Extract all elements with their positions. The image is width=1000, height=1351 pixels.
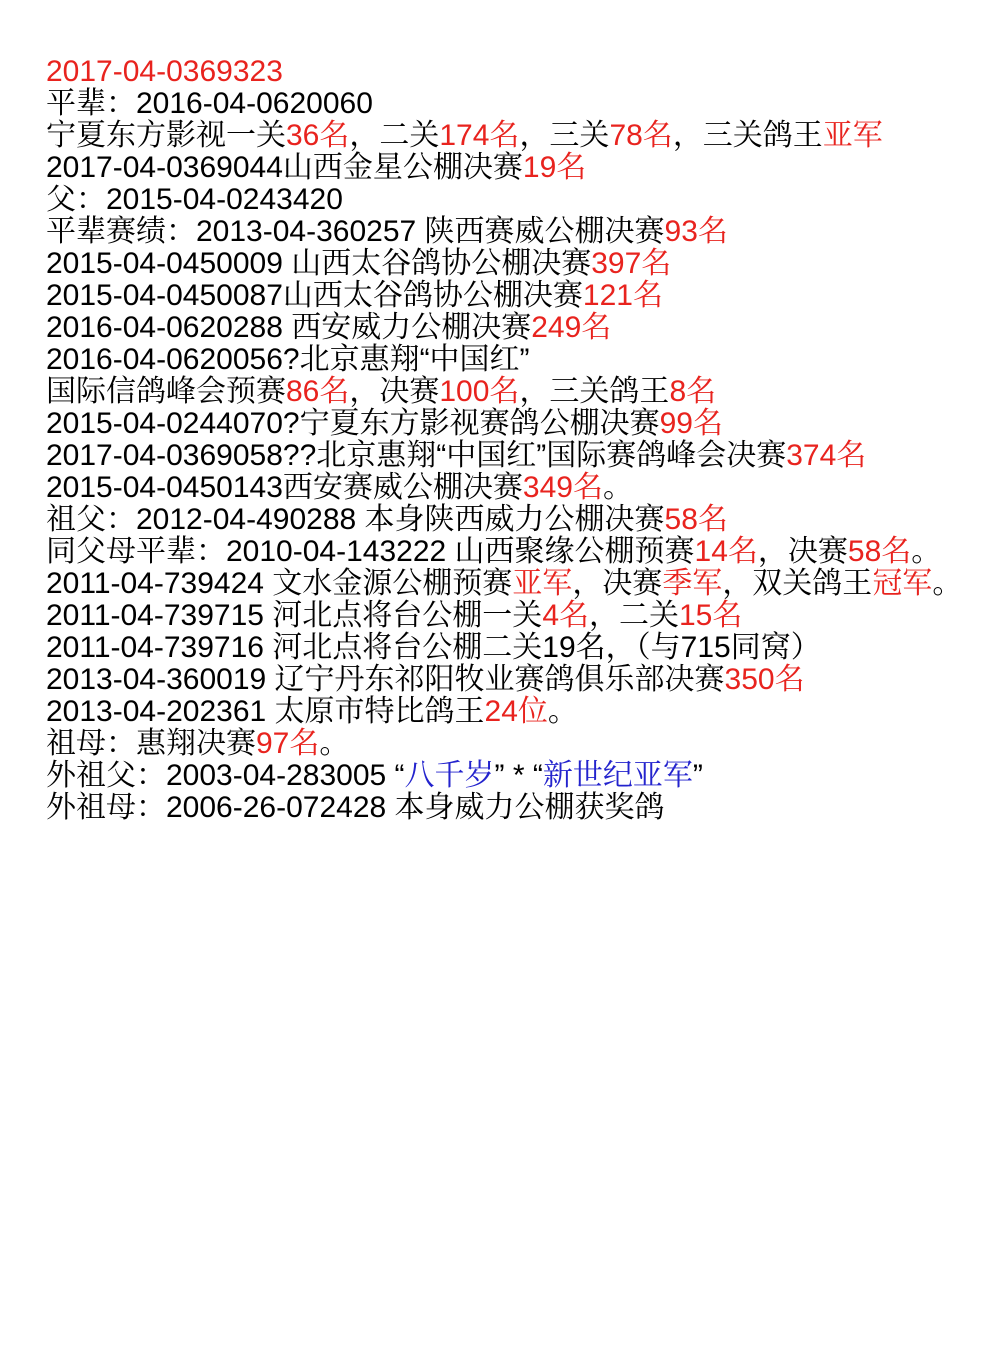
pedigree-line-father-peer-result-4 — [46, 312, 962, 344]
pedigree-line-grandfather-sibling-5 — [46, 664, 962, 696]
text-segment: ，三关鸽王 — [519, 375, 670, 408]
pedigree-line-grandfather-line — [46, 504, 962, 536]
text-segment: 15名 — [679, 599, 743, 632]
pedigree-line-maternal-grandmother-line — [46, 792, 962, 824]
text-segment: ，决赛 — [572, 567, 663, 600]
pedigree-line-grandfather-sibling-3 — [46, 600, 962, 632]
text-segment: 2015-04-0450009 山西太谷鸽协公棚决赛 — [46, 247, 592, 280]
text-segment: ，决赛 — [757, 535, 848, 568]
text-segment: ” — [692, 759, 703, 792]
text-segment: 2015-04-0450087山西太谷鸽协公棚决赛 — [46, 279, 583, 312]
pedigree-line-father-peer-result-1 — [46, 216, 962, 248]
pedigree-line-grandfather-sibling-1 — [46, 536, 962, 568]
text-segment: ，二关 — [349, 119, 440, 152]
pedigree-line-peer-header — [46, 88, 962, 120]
text-segment: 八千岁 — [404, 759, 495, 792]
text-segment: 亚军 — [512, 567, 573, 600]
text-segment: 58名 — [664, 503, 728, 536]
pedigree-line-grandfather-sibling-2 — [46, 568, 962, 600]
text-segment: 。 — [547, 695, 578, 728]
text-segment: 宁夏东方影视一关 — [46, 119, 286, 152]
pedigree-line-grandmother-line — [46, 728, 962, 760]
text-segment: 父：2015-04-0243420 — [46, 183, 343, 216]
pedigree-line-peer-result-2 — [46, 152, 962, 184]
text-segment: ，三关鸽王 — [672, 119, 823, 152]
text-segment: 冠军 — [872, 567, 933, 600]
text-segment: 4名 — [542, 599, 589, 632]
text-segment: 121名 — [582, 279, 663, 312]
text-segment: 249名 — [531, 311, 612, 344]
text-segment: 新世纪亚军 — [542, 759, 693, 792]
text-segment: 8名 — [669, 375, 717, 408]
text-segment: ，二关 — [589, 599, 679, 632]
text-segment: 。 — [932, 567, 963, 600]
text-segment: 国际信鸽峰会预赛 — [46, 375, 286, 408]
text-segment: 2013-04-360019 辽宁丹东祁阳牧业赛鸽俱乐部决赛 — [46, 663, 725, 696]
text-segment: 。 — [602, 471, 633, 504]
pedigree-line-main-ring-number — [46, 56, 962, 88]
text-segment: ，三关 — [519, 119, 610, 152]
text-segment: 祖母：惠翔决赛 — [46, 727, 256, 760]
text-segment: 2015-04-0244070?宁夏东方影视赛鸽公棚决赛 — [46, 407, 660, 440]
pedigree-line-grandfather-sibling-4 — [46, 632, 962, 664]
text-segment: 99名 — [659, 407, 723, 440]
text-segment: 93名 — [664, 215, 728, 248]
pedigree-line-grandfather-sibling-6 — [46, 696, 962, 728]
text-segment: 397名 — [591, 247, 672, 280]
text-segment: ，决赛 — [349, 375, 440, 408]
text-segment: 78名 — [609, 119, 673, 152]
text-segment: 19名 — [522, 151, 587, 184]
text-segment: 2015-04-0450143西安赛威公棚决赛 — [46, 471, 523, 504]
text-segment: 2011-04-739716 河北点将台公棚二关19名，（与715同窝） — [46, 631, 821, 664]
text-segment: 。 — [911, 535, 942, 568]
text-segment: 外祖母：2006-26-072428 本身威力公棚获奖鸽 — [46, 791, 665, 824]
pedigree-text — [46, 56, 962, 824]
text-segment: ，双关鸽王 — [722, 567, 873, 600]
text-segment: 374名 — [786, 439, 867, 472]
text-segment: 349名 — [522, 471, 603, 504]
text-segment: 100名 — [439, 375, 520, 408]
text-segment: 外祖父：2003-04-283005 “ — [46, 759, 405, 792]
text-segment: 36名 — [286, 119, 350, 152]
pedigree-line-father-peer-result-7 — [46, 440, 962, 472]
text-segment: 350名 — [724, 663, 805, 696]
text-segment: 。 — [319, 727, 350, 760]
text-segment: 2017-04-0369323 — [46, 55, 283, 88]
text-segment: 2016-04-0620056?北京惠翔“中国红” — [46, 343, 530, 376]
text-segment: 2013-04-202361 太原市特比鸽王 — [46, 695, 485, 728]
text-segment: 58名 — [847, 535, 912, 568]
text-segment: 174名 — [439, 119, 520, 152]
text-segment: 24位 — [484, 695, 548, 728]
pedigree-line-maternal-grandfather-line — [46, 760, 962, 792]
pedigree-line-father-header — [46, 184, 962, 216]
pedigree-line-peer-result-1 — [46, 120, 962, 152]
text-segment: 2011-04-739424 文水金源公棚预赛 — [46, 567, 513, 600]
text-segment: 86名 — [286, 375, 350, 408]
text-segment: 亚军 — [822, 119, 883, 152]
text-segment: 同父母平辈：2010-04-143222 山西聚缘公棚预赛 — [46, 535, 695, 568]
text-segment: 平辈：2016-04-0620060 — [46, 87, 373, 120]
text-segment: 2011-04-739715 河北点将台公棚一关 — [46, 599, 543, 632]
pedigree-line-father-peer-result-6 — [46, 408, 962, 440]
text-segment: 2016-04-0620288 西安威力公棚决赛 — [46, 311, 532, 344]
text-segment: ” * “ — [494, 759, 543, 792]
pedigree-line-father-peer-result-8 — [46, 472, 962, 504]
text-segment: 季军 — [662, 567, 723, 600]
text-segment: 97名 — [256, 727, 320, 760]
pedigree-line-father-peer-result-5 — [46, 344, 962, 376]
text-segment: 14名 — [694, 535, 758, 568]
text-segment: 祖父：2012-04-490288 本身陕西威力公棚决赛 — [46, 503, 665, 536]
text-segment: 2017-04-0369044山西金星公棚决赛 — [46, 151, 523, 184]
pedigree-line-father-peer-result-2 — [46, 248, 962, 280]
text-segment: 平辈赛绩：2013-04-360257 陕西赛威公棚决赛 — [46, 215, 665, 248]
pedigree-line-father-peer-result-3 — [46, 280, 962, 312]
pedigree-line-father-peer-result-5-continued — [46, 376, 962, 408]
text-segment: 2017-04-0369058??北京惠翔“中国红”国际赛鸽峰会决赛 — [46, 439, 787, 472]
